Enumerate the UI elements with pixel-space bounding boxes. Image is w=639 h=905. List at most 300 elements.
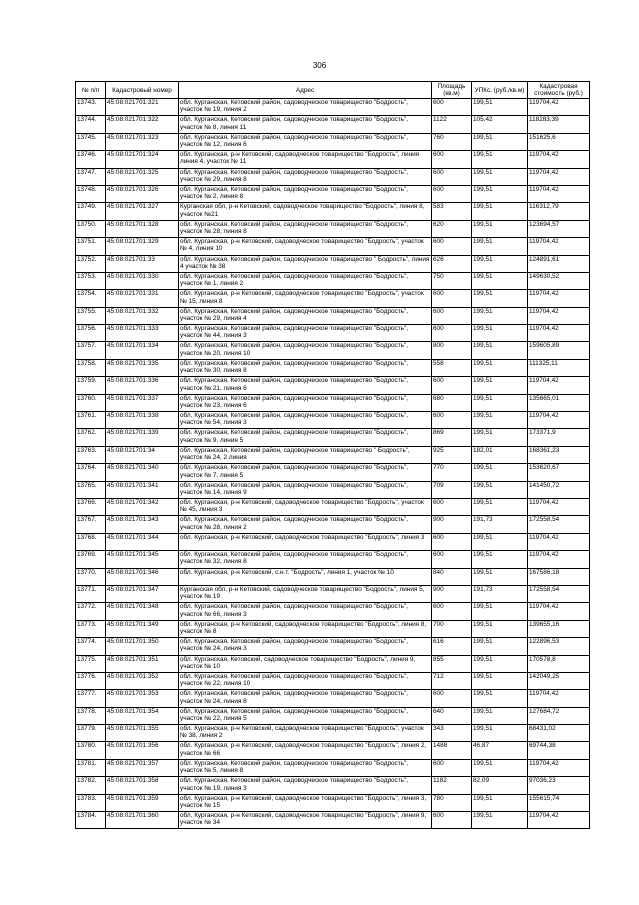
- area-cell: 600: [432, 412, 472, 429]
- upks-cell: 199,51: [472, 290, 528, 307]
- upks-cell: 199,51: [472, 203, 528, 220]
- cadastral-number-cell: 45:08:021701:327: [106, 203, 179, 220]
- row-number-cell: 13776.: [76, 672, 106, 689]
- table-row: [76, 359, 590, 376]
- cadastral-number-cell: 45:08:021701:34: [106, 446, 179, 463]
- table-row: [76, 707, 590, 724]
- area-cell: 626: [432, 255, 472, 272]
- cadastral-cost-cell: 167586,18: [528, 568, 590, 585]
- cadastral-number-cell: 45:08:021701:357: [106, 759, 179, 776]
- table-row: [76, 585, 590, 602]
- cadastral-cost-cell: 142049,25: [528, 672, 590, 689]
- upks-cell: 199,51: [472, 481, 528, 498]
- upks-cell: 199,51: [472, 359, 528, 376]
- upks-cell: 199,51: [472, 533, 528, 550]
- cadastral-number-cell: 45:08:021701:348: [106, 603, 179, 620]
- cadastral-number-cell: 45:08:021701:347: [106, 585, 179, 602]
- table-row: [76, 429, 590, 446]
- cadastral-cost-cell: 119704,42: [528, 307, 590, 324]
- area-cell: 583: [432, 203, 472, 220]
- cadastral-cost-cell: 119704,42: [528, 185, 590, 202]
- upks-cell: 199,51: [472, 238, 528, 255]
- area-cell: 760: [432, 133, 472, 150]
- upks-cell: 199,51: [472, 255, 528, 272]
- cadastral-cost-cell: 139655,16: [528, 620, 590, 637]
- address-cell: обл. Курганская, Кетовский район, садоводческое товарищество "Бодрость", участок № 5, линия 8: [179, 759, 432, 776]
- address-cell: обл. Курганская, Кетовский район, садоводческое товарищество "Бодрость", участок № 21, линия 6: [179, 377, 432, 394]
- table-header-row: [76, 82, 590, 99]
- upks-cell: 199,51: [472, 325, 528, 342]
- cadastral-number-cell: 45:08:021701:345: [106, 551, 179, 568]
- cadastral-number-cell: 45:08:021701:342: [106, 498, 179, 515]
- cadastral-number-cell: 45:08:021701:358: [106, 777, 179, 794]
- upks-cell: 199,51: [472, 464, 528, 481]
- area-cell: 600: [432, 290, 472, 307]
- address-cell: обл. Курганская, Кетовский район, садоводческое товарищество "Бодрость", участок № 8, линия 11: [179, 116, 432, 133]
- address-cell: обл. Курганская, Кетовский район, садоводческое товарищество "Бодрость", участок № 14, линия 9: [179, 481, 432, 498]
- cadastral-number-cell: 45:08:021701:331: [106, 290, 179, 307]
- cadastral-number-cell: 45:08:021701:325: [106, 168, 179, 185]
- cadastral-cost-cell: 149630,52: [528, 272, 590, 289]
- cadastral-number-cell: 45:08:021701:359: [106, 794, 179, 811]
- upks-cell: 199,51: [472, 394, 528, 411]
- row-number-cell: 13749.: [76, 203, 106, 220]
- row-number-cell: 13766.: [76, 498, 106, 515]
- address-cell: обл. Курганская, Кетовский район, садоводческое товарищество "Бодрость", участок № 44, линия 3: [179, 325, 432, 342]
- upks-cell: 199,51: [472, 568, 528, 585]
- address-cell: обл. Курганская, р-н Кетовский, садоводческое товарищество "Бодрость", линия 3: [179, 533, 432, 550]
- upks-cell: 199,51: [472, 638, 528, 655]
- upks-cell: 199,51: [472, 551, 528, 568]
- table-row: [76, 638, 590, 655]
- address-cell: обл. Курганская, Кетовский район, садоводческое товарищество "Бодрость", участок № 29, линия 4: [179, 307, 432, 324]
- table-row: [76, 325, 590, 342]
- table-row: [76, 464, 590, 481]
- area-cell: 600: [432, 168, 472, 185]
- area-cell: 780: [432, 794, 472, 811]
- address-cell: обл. Курганская, Кетовский район, садоводческое товарищество "Бодрость", участок № 22, линия 5: [179, 707, 432, 724]
- cadastral-number-cell: 45:08:021701:338: [106, 412, 179, 429]
- table-row: [76, 133, 590, 150]
- cadastral-cost-cell: 119704,42: [528, 533, 590, 550]
- cadastral-number-cell: 45:08:021701:340: [106, 464, 179, 481]
- row-number-cell: 13782.: [76, 777, 106, 794]
- area-cell: 840: [432, 568, 472, 585]
- address-cell: обл. Курганская, р-н Кетовский, садоводческое товарищество "Бодрость", линия 2, участок № 66: [179, 742, 432, 759]
- upks-cell: 199,51: [472, 185, 528, 202]
- cadastral-number-cell: 45:08:021701:351: [106, 655, 179, 672]
- cadastral-cost-cell: 135665,01: [528, 394, 590, 411]
- header-cadastral-number: Кадастровый номер: [106, 82, 179, 99]
- upks-cell: 199,51: [472, 690, 528, 707]
- row-number-cell: 13779.: [76, 725, 106, 742]
- row-number-cell: 13743.: [76, 99, 106, 116]
- cadastral-number-cell: 45:08:021701:335: [106, 359, 179, 376]
- table-row: [76, 168, 590, 185]
- table-row: [76, 568, 590, 585]
- cadastral-cost-cell: 119704,42: [528, 325, 590, 342]
- area-cell: 1122: [432, 116, 472, 133]
- cadastral-number-cell: 45:08:021701:328: [106, 220, 179, 237]
- area-cell: 900: [432, 516, 472, 533]
- cadastral-cost-cell: 172558,54: [528, 516, 590, 533]
- cadastral-cost-cell: 119704,42: [528, 759, 590, 776]
- cadastral-cost-cell: 119704,42: [528, 238, 590, 255]
- row-number-cell: 13757.: [76, 342, 106, 359]
- area-cell: 600: [432, 551, 472, 568]
- upks-cell: 199,51: [472, 429, 528, 446]
- address-cell: обл. Курганская, р-н Кетовский, садоводческое товарищество "Бодрость", линия 8, участок № 8: [179, 620, 432, 637]
- table-row: [76, 203, 590, 220]
- upks-cell: 199,51: [472, 620, 528, 637]
- address-cell: обл. Курганская, Кетовский район, садоводческое товарищество "Бодрость", участок № 1, линия 2: [179, 272, 432, 289]
- header-num: № п/п: [76, 82, 106, 99]
- address-cell: обл. Курганская, р-н Кетовский, садоводческое товарищество "Бодрость", линия линия 4, участок № 11: [179, 151, 432, 168]
- area-cell: 600: [432, 99, 472, 116]
- cadastral-cost-cell: 118283,39: [528, 116, 590, 133]
- cadastral-cost-cell: 123694,57: [528, 220, 590, 237]
- area-cell: 770: [432, 464, 472, 481]
- cadastral-number-cell: 45:08:021701:360: [106, 812, 179, 829]
- area-cell: 600: [432, 238, 472, 255]
- cadastral-cost-cell: 168361,23: [528, 446, 590, 463]
- area-cell: 600: [432, 533, 472, 550]
- cadastral-number-cell: 45:08:021701:341: [106, 481, 179, 498]
- cadastral-cost-cell: 127684,72: [528, 707, 590, 724]
- table-row: [76, 220, 590, 237]
- cadastral-number-cell: 45:08:021701:326: [106, 185, 179, 202]
- table-row: [76, 655, 590, 672]
- address-cell: обл. Курганская, р-н Кетовский, садоводческое товарищество "Бодрость", участок № 45, линия 3: [179, 498, 432, 515]
- row-number-cell: 13769.: [76, 551, 106, 568]
- cadastral-number-cell: 45:08:021701:349: [106, 620, 179, 637]
- area-cell: 600: [432, 812, 472, 829]
- header-cadastral-cost: Кадастровая стоимость (руб.): [528, 82, 590, 99]
- upks-cell: 191,73: [472, 585, 528, 602]
- area-cell: 900: [432, 585, 472, 602]
- table-row: [76, 516, 590, 533]
- cadastral-cost-cell: 111325,11: [528, 359, 590, 376]
- row-number-cell: 13744.: [76, 116, 106, 133]
- upks-cell: 199,51: [472, 377, 528, 394]
- cadastral-number-cell: 45:08:021701:329: [106, 238, 179, 255]
- cadastral-number-cell: 45:08:021701:336: [106, 377, 179, 394]
- area-cell: 925: [432, 446, 472, 463]
- area-cell: 855: [432, 655, 472, 672]
- address-cell: обл. Курганская, Кетовский район, садоводческое товарищество "Бодрость", участок № 22, линия 10: [179, 672, 432, 689]
- table-row: [76, 412, 590, 429]
- header-upks: УПКс. (руб./кв.м): [472, 82, 528, 99]
- row-number-cell: 13751.: [76, 238, 106, 255]
- area-cell: 800: [432, 342, 472, 359]
- area-cell: 343: [432, 725, 472, 742]
- address-cell: обл. Курганская, Кетовский район, садоводческое товарищество "Бодрость", участок № 24, линия 8: [179, 690, 432, 707]
- row-number-cell: 13775.: [76, 655, 106, 672]
- address-cell: обл. Курганская, Кетовский район, садоводческое товарищество "Бодрость", участок № 2, линия 8: [179, 185, 432, 202]
- upks-cell: 199,51: [472, 412, 528, 429]
- upks-cell: 46,87: [472, 742, 528, 759]
- cadastral-cost-cell: 119704,42: [528, 812, 590, 829]
- upks-cell: 199,51: [472, 655, 528, 672]
- area-cell: 600: [432, 690, 472, 707]
- cadastral-number-cell: 45:08:021701:334: [106, 342, 179, 359]
- cadastral-cost-cell: 141450,72: [528, 481, 590, 498]
- row-number-cell: 13759.: [76, 377, 106, 394]
- row-number-cell: 13745.: [76, 133, 106, 150]
- area-cell: 640: [432, 707, 472, 724]
- address-cell: обл. Курганская, Кетовский район, садоводческое товарищество "Бодрость", участок № 23, линия 6: [179, 394, 432, 411]
- area-cell: 600: [432, 185, 472, 202]
- cadastral-number-cell: 45:08:021701:324: [106, 151, 179, 168]
- cadastral-cost-cell: 68431,02: [528, 725, 590, 742]
- row-number-cell: 13770.: [76, 568, 106, 585]
- upks-cell: 199,51: [472, 498, 528, 515]
- address-cell: обл. Курганская, Кетовский район, садоводческое товарищество "Бодрость", участок № 32, линия 8: [179, 551, 432, 568]
- cadastral-cost-cell: 122896,53: [528, 638, 590, 655]
- row-number-cell: 13780.: [76, 742, 106, 759]
- address-cell: обл. Курганская, Кетовский район, садоводческое товарищество "Бодрость", участок № 29, линия 8: [179, 168, 432, 185]
- address-cell: обл. Курганская, р-н Кетовский, садоводческое товарищество "Бодрость", участок № 15, линия 8: [179, 290, 432, 307]
- upks-cell: 199,51: [472, 759, 528, 776]
- row-number-cell: 13777.: [76, 690, 106, 707]
- address-cell: обл. Курганская, Кетовский район, садоводческое товарищество "Бодрость", участок № 24, линия 3: [179, 638, 432, 655]
- row-number-cell: 13752.: [76, 255, 106, 272]
- cadastral-cost-cell: 119704,42: [528, 498, 590, 515]
- table-row: [76, 151, 590, 168]
- cadastral-cost-cell: 124891,61: [528, 255, 590, 272]
- address-cell: обл. Курганская, Кетовский район, садоводческое товарищество "Бодрость", участок № 30, линия 8: [179, 359, 432, 376]
- row-number-cell: 13758.: [76, 359, 106, 376]
- table-row: [76, 238, 590, 255]
- area-cell: 600: [432, 307, 472, 324]
- row-number-cell: 13773.: [76, 620, 106, 637]
- cadastral-cost-cell: 155615,74: [528, 794, 590, 811]
- address-cell: обл. Курганская, Кетовский район, садоводческое товарищество "Бодрость", участок № 66, линия 3: [179, 603, 432, 620]
- area-cell: 600: [432, 603, 472, 620]
- address-cell: обл. Курганская, Кетовский район, садоводческое товарищество " Бодрость", линия 4 участок № 38: [179, 255, 432, 272]
- cadastral-cost-cell: 151625,6: [528, 133, 590, 150]
- cadastral-number-cell: 45:08:021701:353: [106, 690, 179, 707]
- area-cell: 600: [432, 325, 472, 342]
- row-number-cell: 13783.: [76, 794, 106, 811]
- area-cell: 600: [432, 498, 472, 515]
- row-number-cell: 13761.: [76, 412, 106, 429]
- cadastral-number-cell: 45:08:021701:354: [106, 707, 179, 724]
- upks-cell: 199,51: [472, 812, 528, 829]
- cadastral-cost-cell: 119704,42: [528, 603, 590, 620]
- cadastral-cost-cell: 119704,42: [528, 99, 590, 116]
- table-row: [76, 290, 590, 307]
- cadastral-cost-cell: 69744,38: [528, 742, 590, 759]
- table-row: [76, 99, 590, 116]
- upks-cell: 199,51: [472, 151, 528, 168]
- address-cell: обл. Курганская, Кетовский район, садоводческое товарищество "Бодрость", участок № 28, линия 2: [179, 516, 432, 533]
- upks-cell: 191,73: [472, 516, 528, 533]
- upks-cell: 199,51: [472, 272, 528, 289]
- cadastral-cost-cell: 116312,79: [528, 203, 590, 220]
- cadastral-number-cell: 45:08:021701:333: [106, 325, 179, 342]
- row-number-cell: 13747.: [76, 168, 106, 185]
- cadastral-number-cell: 45:08:021701:355: [106, 725, 179, 742]
- address-cell: обл. Курганская, Кетовский район, садоводческое товарищество "Бодрость", участок № 54, линия 3: [179, 412, 432, 429]
- cadastral-cost-cell: 119704,42: [528, 168, 590, 185]
- area-cell: 712: [432, 672, 472, 689]
- area-cell: 600: [432, 377, 472, 394]
- cadastral-cost-cell: 119704,42: [528, 377, 590, 394]
- upks-cell: 199,51: [472, 168, 528, 185]
- table-row: [76, 690, 590, 707]
- cadastral-cost-cell: 173371,9: [528, 429, 590, 446]
- row-number-cell: 13774.: [76, 638, 106, 655]
- address-cell: Курганская обл, р-н Кетовский, садоводческое товарищество "Бодрость", линия 5, участок № 19: [179, 585, 432, 602]
- table-row: [76, 759, 590, 776]
- upks-cell: 199,51: [472, 725, 528, 742]
- area-cell: 750: [432, 272, 472, 289]
- cadastral-cost-cell: 97036,23: [528, 777, 590, 794]
- cadastral-cost-cell: 170578,8: [528, 655, 590, 672]
- table-row: [76, 533, 590, 550]
- cadastral-cost-cell: 119704,42: [528, 551, 590, 568]
- cadastral-number-cell: 45:08:021701:350: [106, 638, 179, 655]
- cadastral-number-cell: 45:08:021701:344: [106, 533, 179, 550]
- row-number-cell: 13754.: [76, 290, 106, 307]
- address-cell: обл. Курганская, Кетовский район, садоводческое товарищество "Бодрость", участок № 12, линия 6: [179, 133, 432, 150]
- table-row: [76, 551, 590, 568]
- header-address: Адрес: [179, 82, 432, 99]
- cadastral-number-cell: 45:08:021701:33: [106, 255, 179, 272]
- upks-cell: 199,51: [472, 307, 528, 324]
- table-row: [76, 742, 590, 759]
- upks-cell: 199,51: [472, 99, 528, 116]
- table-row: [76, 603, 590, 620]
- upks-cell: 182,01: [472, 446, 528, 463]
- area-cell: 869: [432, 429, 472, 446]
- cadastral-number-cell: 45:08:021701:339: [106, 429, 179, 446]
- row-number-cell: 13750.: [76, 220, 106, 237]
- row-number-cell: 13765.: [76, 481, 106, 498]
- row-number-cell: 13748.: [76, 185, 106, 202]
- row-number-cell: 13762.: [76, 429, 106, 446]
- address-cell: обл. Курганская, Кетовский район, садоводческое товарищество " Бодрость", участок № 24, 2 линия: [179, 446, 432, 463]
- table-row: [76, 255, 590, 272]
- upks-cell: 199,51: [472, 672, 528, 689]
- table-row: [76, 377, 590, 394]
- upks-cell: 199,51: [472, 707, 528, 724]
- cadastral-number-cell: 45:08:021701:322: [106, 116, 179, 133]
- area-cell: 709: [432, 481, 472, 498]
- page-number: 306: [312, 61, 327, 70]
- cadastral-cost-cell: 119704,42: [528, 412, 590, 429]
- row-number-cell: 13746.: [76, 151, 106, 168]
- area-cell: 600: [432, 151, 472, 168]
- upks-cell: 199,51: [472, 603, 528, 620]
- address-cell: обл. Курганская, Кетовский район, садоводческое товарищество "Бодрость", участок № 20, линия 10: [179, 342, 432, 359]
- table-row: [76, 481, 590, 498]
- cadastral-cost-cell: 159605,89: [528, 342, 590, 359]
- cadastral-cost-cell: 119704,42: [528, 151, 590, 168]
- row-number-cell: 13756.: [76, 325, 106, 342]
- upks-cell: 199,51: [472, 220, 528, 237]
- address-cell: обл. Курганская, Кетовский, садоводческое товарищество "Бодрость", линия 9, участок № 10: [179, 655, 432, 672]
- address-cell: обл. Курганская, Кетовский район, садоводческое товарищество "Бодрость", участок № 19, линия 2: [179, 99, 432, 116]
- table-row: [76, 777, 590, 794]
- table-row: [76, 812, 590, 829]
- cadastral-number-cell: 45:08:021701:337: [106, 394, 179, 411]
- table-row: [76, 272, 590, 289]
- area-cell: 558: [432, 359, 472, 376]
- table-row: [76, 725, 590, 742]
- address-cell: обл. Курганская, р-н Кетовский, садоводческое товарищество "Бодрость", линия 9, участок № 34: [179, 812, 432, 829]
- upks-cell: 199,51: [472, 794, 528, 811]
- row-number-cell: 13760.: [76, 394, 106, 411]
- header-area: Площадь (кв.м): [432, 82, 472, 99]
- table-row: [76, 307, 590, 324]
- row-number-cell: 13784.: [76, 812, 106, 829]
- cadastral-number-cell: 45:08:021701:346: [106, 568, 179, 585]
- cadastral-cost-cell: 119704,42: [528, 290, 590, 307]
- address-cell: обл. Курганская, Кетовский район, садоводческое товарищество "Бодрость", участок № 9, линия 5: [179, 429, 432, 446]
- table-row: [76, 116, 590, 133]
- cadastral-number-cell: 45:08:021701:352: [106, 672, 179, 689]
- address-cell: обл. Курганская, Кетовский район, садоводческое товарищество "Бодрость", участок № 7, линия 5: [179, 464, 432, 481]
- area-cell: 616: [432, 638, 472, 655]
- upks-cell: 199,51: [472, 133, 528, 150]
- address-cell: обл. Курганская, р-н Кетовский, с.н.т. "Бодрость", линия 1, участок № 10: [179, 568, 432, 585]
- upks-cell: 199,51: [472, 342, 528, 359]
- address-cell: обл. Курганская, Кетовский район, садоводческое товарищество "Бодрость", участок № 19, линия 3: [179, 777, 432, 794]
- address-cell: обл. Курганская, Кетовский район, садоводческое товарищество "Бодрость", участок № 28, линия 8: [179, 220, 432, 237]
- cadastral-cost-cell: 119704,42: [528, 690, 590, 707]
- row-number-cell: 13767.: [76, 516, 106, 533]
- upks-cell: 82,09: [472, 777, 528, 794]
- table-row: [76, 185, 590, 202]
- row-number-cell: 13781.: [76, 759, 106, 776]
- area-cell: 600: [432, 759, 472, 776]
- cadastral-number-cell: 45:08:021701:332: [106, 307, 179, 324]
- cadastral-number-cell: 45:08:021701:330: [106, 272, 179, 289]
- upks-cell: 105,42: [472, 116, 528, 133]
- row-number-cell: 13772.: [76, 603, 106, 620]
- row-number-cell: 13755.: [76, 307, 106, 324]
- area-cell: 620: [432, 220, 472, 237]
- address-cell: Курганская обл, р-н Кетовский, садоводческое товарищество "Бодрость", линия 8, участок №21: [179, 203, 432, 220]
- row-number-cell: 13778.: [76, 707, 106, 724]
- address-cell: обл. Курганская, р-н Кетовский, садоводческое товарищество "Бодрость", линия 3, участок № 15: [179, 794, 432, 811]
- area-cell: 700: [432, 620, 472, 637]
- table-row: [76, 342, 590, 359]
- table-row: [76, 446, 590, 463]
- cadastral-cost-cell: 153620,67: [528, 464, 590, 481]
- cadastral-number-cell: 45:08:021701:323: [106, 133, 179, 150]
- cadastral-number-cell: 45:08:021701:356: [106, 742, 179, 759]
- cadastral-number-cell: 45:08:021701:321: [106, 99, 179, 116]
- row-number-cell: 13771.: [76, 585, 106, 602]
- table-row: [76, 794, 590, 811]
- table-row: [76, 672, 590, 689]
- table-row: [76, 394, 590, 411]
- cadastral-table: [75, 81, 590, 829]
- table-row: [76, 498, 590, 515]
- row-number-cell: 13763.: [76, 446, 106, 463]
- cadastral-number-cell: 45:08:021701:343: [106, 516, 179, 533]
- address-cell: обл. Курганская, р-н Кетовский, садоводческое товарищество "Бодрость", участок № 4, линия 10: [179, 238, 432, 255]
- area-cell: 1182: [432, 777, 472, 794]
- row-number-cell: 13753.: [76, 272, 106, 289]
- address-cell: обл. Курганская, р-н Кетовский, садоводческое товарищество "Бодрость", участок № 38, линия 2: [179, 725, 432, 742]
- row-number-cell: 13764.: [76, 464, 106, 481]
- area-cell: 1488: [432, 742, 472, 759]
- table-row: [76, 620, 590, 637]
